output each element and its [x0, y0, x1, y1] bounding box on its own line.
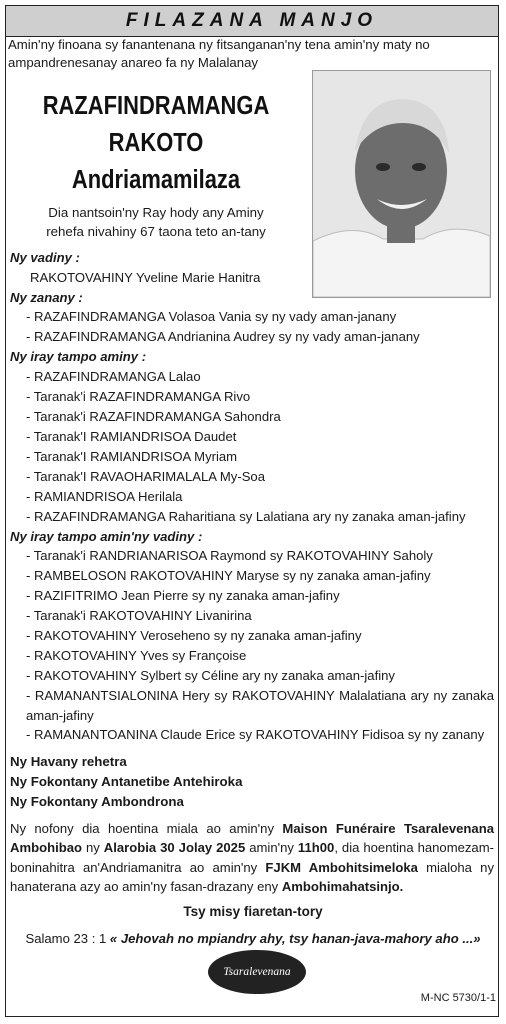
name-line-1: RAZAFINDRAMANGA: [42, 92, 270, 120]
children-item: - RAZAFINDRAMANGA Volasoa Vania sy ny vady aman-janany: [26, 309, 397, 324]
children-heading: Ny zanany :: [10, 289, 83, 305]
funeral-details: [10, 819, 494, 896]
in-laws-heading: Ny iray tampo amin'ny vadiny :: [10, 528, 203, 544]
psalm-quote: [8, 931, 498, 946]
sibling-item: - RAMIANDRISOA Herilala: [26, 488, 183, 504]
funeral-home-logo: [208, 950, 306, 994]
funeral-text: , dia hoentina hanomezam-boninahitra an'Andriamanitra ao amin'ny: [10, 840, 494, 875]
funeral-text: ny: [82, 840, 104, 856]
other-relative-line: Ny Fokontany Ambondrona: [10, 794, 184, 809]
other-relative-line: Ny Fokontany Antanetibe Antehiroka: [10, 774, 243, 789]
death-statement-line-2: rehefa nivahiny 67 taona teto an-tany: [46, 224, 266, 239]
siblings-heading: Ny iray tampo aminy :: [10, 349, 147, 364]
name-line-2: RAKOTO: [108, 129, 204, 157]
death-statement: [8, 203, 304, 241]
other-relatives: [10, 752, 242, 812]
family-list: [10, 248, 494, 745]
logo-text: Tsaralevenana: [223, 966, 291, 978]
burial-place: Ambohimahatsinjo.: [281, 878, 404, 894]
in-law-item: - RAKOTOVAHINY Sylbert sy Céline ary ny zanaka aman-jafiny: [26, 668, 395, 683]
in-law-item: - RAMANANTOANINA Claude Erice sy RAKOTOVAHINY Fidisoa sy ny zanany: [26, 727, 485, 742]
other-relative-line: Ny Havany rehetra: [10, 754, 127, 769]
header-title: FILAZANA MANJO: [125, 10, 379, 31]
funeral-date: Alarobia 30 Jolay 2025: [103, 840, 246, 856]
psalm-reference: Salamo 23 : 1: [25, 931, 110, 946]
sibling-item: - Taranak'I RAMIANDRISOA Daudet: [26, 428, 237, 444]
in-law-item: - Taranak'i RAKOTOVAHINY Livanirina: [26, 608, 252, 623]
intro-text: Amin'ny finoana sy fanantenana ny fitsanganan'ny tena amin'ny maty no ampandrenesanay anareo fa ny Malalanay: [8, 37, 430, 70]
funeral-church: FJKM Ambohitsimeloka: [265, 859, 418, 875]
deceased-name: [8, 88, 304, 199]
in-law-item: - RAMANANTSIALONINA Hery sy RAKOTOVAHINY Malalatiana ary ny zanaka aman-jafiny: [26, 688, 494, 723]
in-law-item: - RAKOTOVAHINY Veroseheno sy ny zanaka aman-jafiny: [26, 628, 362, 643]
sibling-item: - RAZAFINDRAMANGA Raharitiana sy Lalatiana ary ny zanaka aman-jafiny: [26, 508, 466, 524]
header-banner: [6, 6, 498, 37]
psalm-text: « Jehovah no mpiandry ahy, tsy hanan-java-mahory aho ...»: [109, 931, 481, 946]
sibling-item: - RAZAFINDRAMANGA Lalao: [26, 368, 201, 384]
notice-reference: M-NC 5730/1-1: [420, 992, 496, 1004]
funeral-time: 11h00: [297, 840, 335, 856]
sibling-item: - Taranak'i RAZAFINDRAMANGA Rivo: [26, 388, 251, 404]
spouse-item: RAKOTOVAHINY Yveline Marie Hanitra: [30, 269, 261, 285]
death-statement-line-1: Dia nantsoin'ny Ray hody any Aminy: [48, 205, 264, 220]
in-law-item: - RAZIFITRIMO Jean Pierre sy ny zanaka aman-jafiny: [26, 588, 340, 603]
funeral-text: Ny nofony dia hoentina miala ao amin'ny: [10, 821, 283, 836]
funeral-venue: Maison Funéraire Tsaralevenana Ambohibao: [10, 821, 494, 856]
in-law-item: - Taranak'i RANDRIANARISOA Raymond sy RAKOTOVAHINY Saholy: [26, 548, 433, 563]
funeral-text: mialoha ny hanaterana azy ao amin'ny fasan-drazany eny: [10, 859, 494, 894]
no-flowers-note: Tsy misy fiaretan-tory: [183, 904, 323, 919]
in-law-item: - RAMBELOSON RAKOTOVAHINY Maryse sy ny zanaka aman-jafiny: [26, 568, 431, 583]
name-line-3: Andriamamilaza: [71, 166, 241, 194]
sibling-item: - Taranak'I RAVAOHARIMALALA My-Soa: [26, 468, 265, 484]
in-law-item: - RAKOTOVAHINY Yves sy Françoise: [26, 648, 247, 663]
sibling-item: - Taranak'i RAZAFINDRAMANGA Sahondra: [26, 408, 281, 424]
funeral-text: amin'ny: [245, 840, 298, 856]
sibling-item: - Taranak'I RAMIANDRISOA Myriam: [26, 448, 238, 464]
children-item: - RAZAFINDRAMANGA Andrianina Audrey sy ny vady aman-janany: [26, 329, 420, 344]
spouse-heading: Ny vadiny :: [10, 250, 80, 265]
